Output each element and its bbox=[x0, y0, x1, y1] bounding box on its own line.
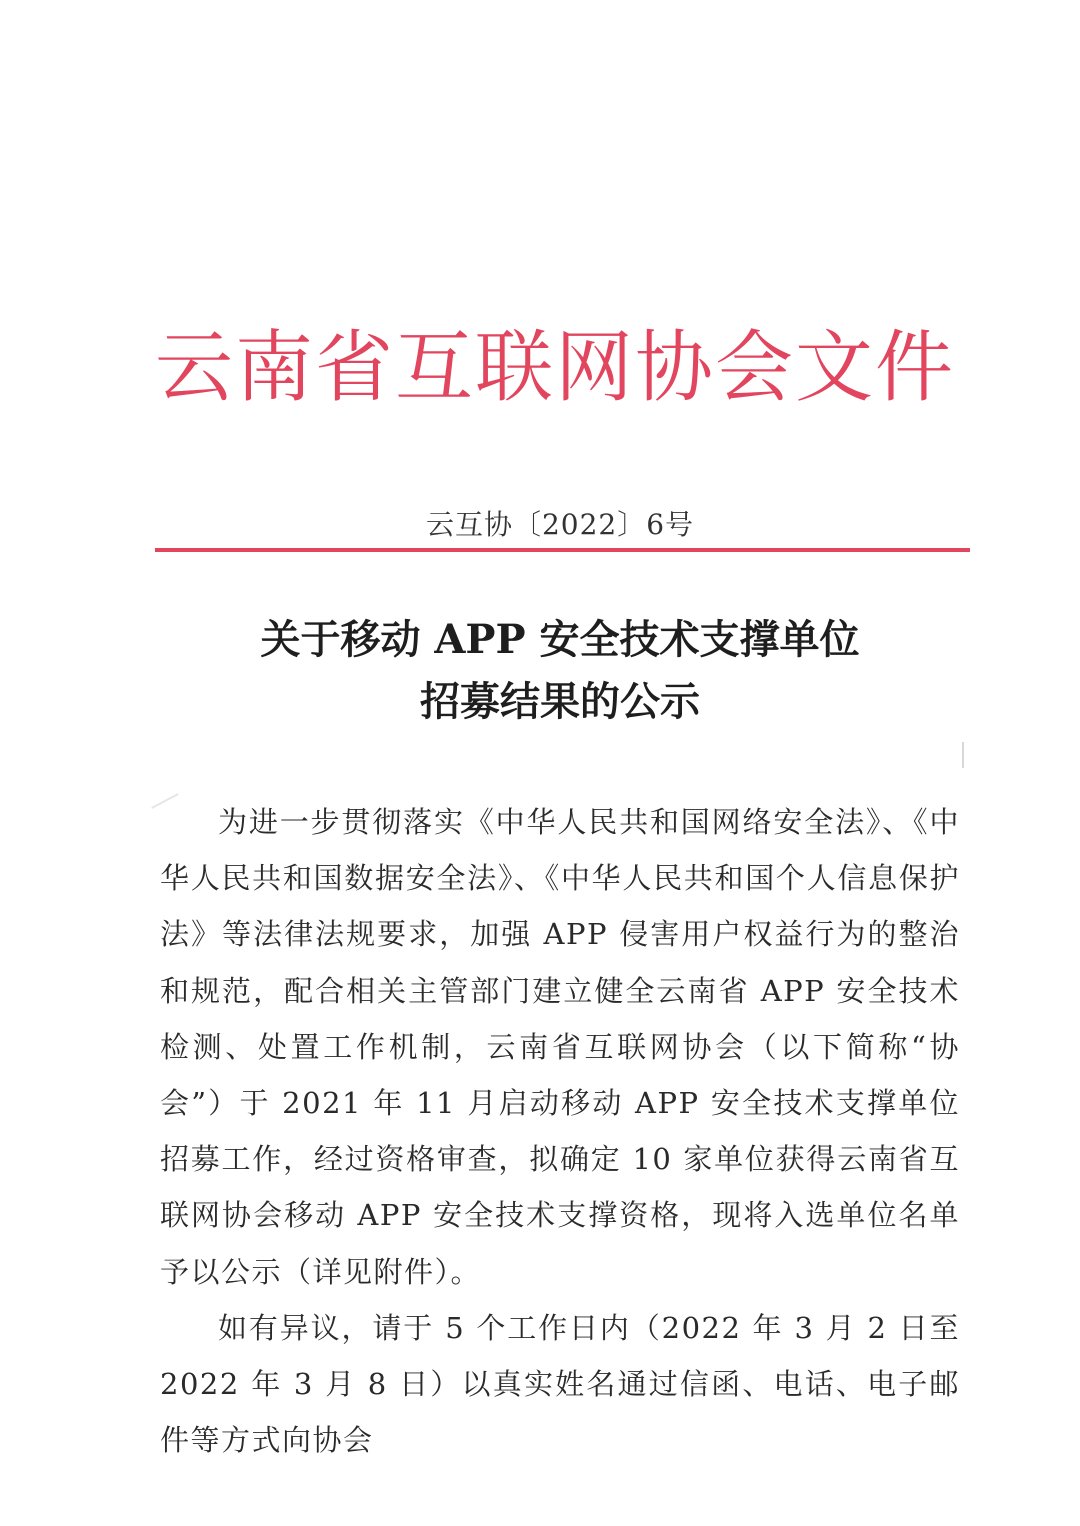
document-heading-line2: 招募结果的公示 bbox=[420, 678, 700, 725]
letterhead-divider bbox=[155, 548, 970, 552]
document-heading-line1: 关于移动 APP 安全技术支撑单位 bbox=[260, 616, 860, 663]
body-paragraph: 如有异议，请于 5 个工作日内（2022 年 3 月 2 日至 2022 年 3 月 8 日）以真实姓名通过信函、电话、电子邮件等方式向协会 bbox=[160, 1310, 960, 1458]
letterhead-title: 云南省互联网协会文件 bbox=[154, 323, 955, 413]
document-number: 云互协〔2022〕6号 bbox=[425, 508, 695, 541]
body-paragraph: 为进一步贯彻落实《中华人民共和国网络安全法》、《中华人民共和国数据安全法》、《中华人民共和国个人信息保护法》等法律法规要求，加强 APP 侵害用户权益行为的整治和规范，配合相关主管部门建立健全云南省 APP 安全技术检测、处置工作机制，云南省互联网协会（以下简称“协会”）于 2021 年 11 月启动移动 APP 安全技术支撑单位招募工作，经过资格审查，拟确定 10 家单位获得云南省互联网协会移动 APP 安全技术支撑资格，现将入选单位名单予以公示（详见附件）。 bbox=[160, 805, 960, 1289]
document-body bbox=[160, 794, 960, 1468]
scan-mark bbox=[962, 742, 964, 768]
